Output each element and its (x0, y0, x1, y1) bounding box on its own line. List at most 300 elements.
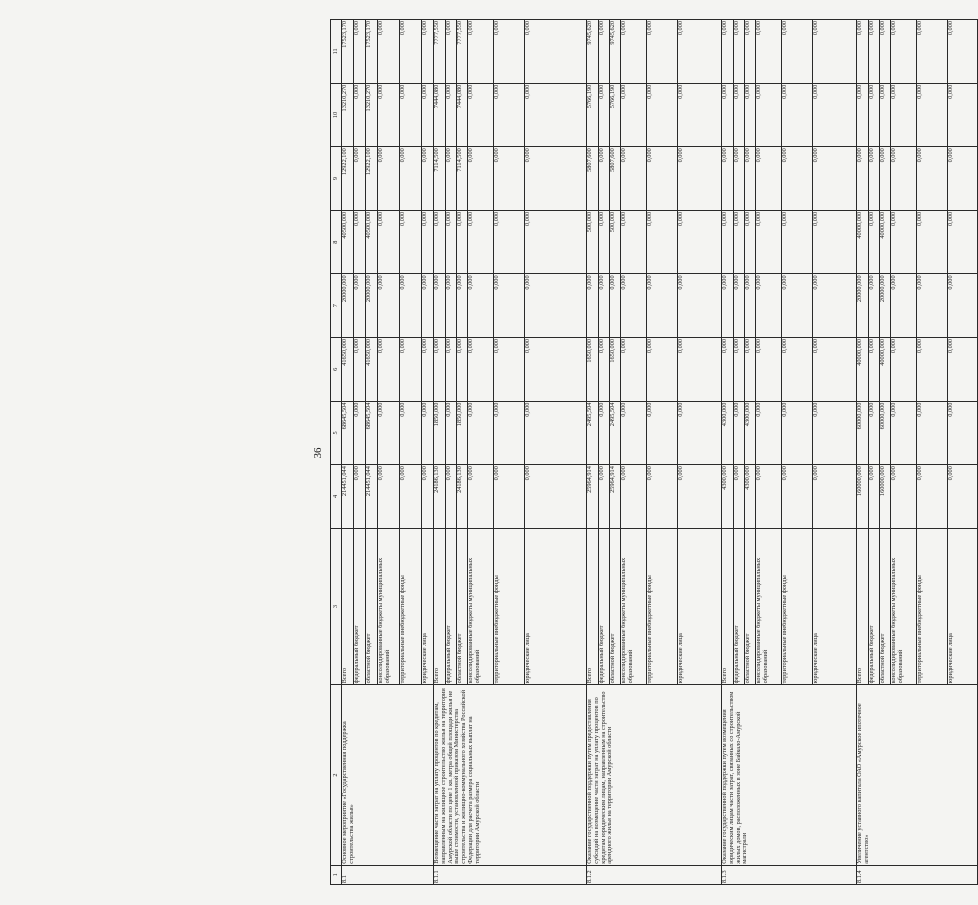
amount-cell: 20000,000 (880, 274, 891, 338)
amount-cell: 0,000 (948, 401, 978, 465)
amount-cell: 0,000 (422, 210, 434, 274)
funding-source: консолидированные бюджеты муниципальных образований (891, 528, 917, 685)
amount-cell: 0,000 (813, 147, 857, 211)
amount-cell: 0,000 (722, 210, 734, 274)
funding-source: Всего (587, 528, 599, 685)
amount-cell: 0,000 (678, 210, 722, 274)
amount-cell: 0,000 (494, 147, 525, 211)
table-row (722, 20, 734, 885)
amount-cell: 0,000 (869, 465, 880, 529)
amount-cell: 214451,044 (342, 465, 354, 529)
amount-cell: 0,000 (722, 274, 734, 338)
funding-source: федеральный бюджет (354, 528, 366, 685)
amount-cell: 0,000 (917, 20, 948, 84)
amount-cell: 0,000 (782, 337, 813, 401)
amount-cell: 4300,000 (745, 401, 756, 465)
amount-cell: 0,000 (745, 20, 756, 84)
amount-cell: 0,000 (917, 465, 948, 529)
amount-cell: 0,000 (948, 83, 978, 147)
funding-source: областной бюджет (745, 528, 756, 685)
amount-cell: 0,000 (869, 147, 880, 211)
amount-cell: 160000,000 (880, 465, 891, 529)
amount-cell: 40000,000 (880, 337, 891, 401)
amount-cell: 160000,000 (857, 465, 869, 529)
amount-cell: 0,000 (587, 274, 599, 338)
amount-cell: 0,000 (494, 274, 525, 338)
funding-source: федеральный бюджет (869, 528, 880, 685)
amount-cell: 0,000 (457, 274, 468, 338)
amount-cell: 0,000 (745, 274, 756, 338)
amount-cell: 0,000 (734, 337, 745, 401)
amount-cell: 0,000 (354, 83, 366, 147)
amount-cell: 0,000 (813, 274, 857, 338)
amount-cell: 24186,130 (457, 465, 468, 529)
amount-cell: 0,000 (756, 83, 782, 147)
amount-cell: 4300,000 (722, 465, 734, 529)
page-number: 36 (312, 447, 324, 459)
amount-cell: 0,000 (525, 210, 587, 274)
column-number: 8 (331, 210, 342, 274)
amount-cell: 0,000 (813, 337, 857, 401)
amount-cell: 0,000 (468, 83, 494, 147)
amount-cell: 0,000 (446, 20, 457, 84)
amount-cell: 0,000 (813, 83, 857, 147)
amount-cell: 0,000 (948, 210, 978, 274)
amount-cell: 0,000 (891, 401, 917, 465)
amount-cell: 0,000 (378, 337, 400, 401)
amount-cell: 0,000 (468, 210, 494, 274)
amount-cell: 60000,000 (880, 401, 891, 465)
amount-cell: 0,000 (869, 83, 880, 147)
amount-cell: 0,000 (734, 465, 745, 529)
amount-cell: 1850,000 (457, 401, 468, 465)
amount-cell: 17523,170 (366, 20, 378, 84)
amount-cell: 0,000 (434, 210, 446, 274)
amount-cell: 0,000 (782, 20, 813, 84)
measure-code: 8.1.3 (722, 865, 857, 884)
amount-cell: 1850,000 (434, 401, 446, 465)
amount-cell: 0,000 (948, 20, 978, 84)
amount-cell: 500,000 (610, 210, 621, 274)
amount-cell: 0,000 (422, 20, 434, 84)
amount-cell: 0,000 (525, 401, 587, 465)
measure-code: 8.1.2 (587, 865, 722, 884)
amount-cell: 0,000 (917, 401, 948, 465)
table-row (342, 20, 354, 885)
amount-cell: 0,000 (422, 465, 434, 529)
amount-cell: 0,000 (722, 147, 734, 211)
amount-cell: 0,000 (422, 274, 434, 338)
amount-cell: 0,000 (647, 337, 678, 401)
funding-source: Всего (434, 528, 446, 685)
amount-cell: 0,000 (678, 147, 722, 211)
funding-source: юридические лица (525, 528, 587, 685)
funding-source: федеральный бюджет (734, 528, 745, 685)
amount-cell: 0,000 (468, 465, 494, 529)
amount-cell: 0,000 (917, 274, 948, 338)
amount-cell: 0,000 (678, 20, 722, 84)
amount-cell: 0,000 (948, 337, 978, 401)
amount-cell: 0,000 (734, 83, 745, 147)
amount-cell: 0,000 (400, 83, 422, 147)
column-number: 10 (331, 83, 342, 147)
funding-source: федеральный бюджет (446, 528, 457, 685)
funding-source: территориальные внебюджетные фонды (494, 528, 525, 685)
amount-cell: 0,000 (621, 401, 647, 465)
measure-title: Оказание государственной поддержки путем возмещения юридическим лицам части затрат, связанных со строительством жилых домов, расположенных в зоне Байкало-Амурской магистрали (722, 685, 857, 865)
amount-cell: 0,000 (378, 274, 400, 338)
amount-cell: 60000,000 (857, 401, 869, 465)
amount-cell: 0,000 (745, 83, 756, 147)
amount-cell: 0,000 (647, 465, 678, 529)
amount-cell: 0,000 (891, 337, 917, 401)
amount-cell: 0,000 (857, 147, 869, 211)
amount-cell: 0,000 (494, 465, 525, 529)
amount-cell: 0,000 (869, 337, 880, 401)
amount-cell: 0,000 (621, 274, 647, 338)
amount-cell: 0,000 (468, 20, 494, 84)
amount-cell: 0,000 (468, 274, 494, 338)
amount-cell: 2495,504 (587, 401, 599, 465)
column-number: 3 (331, 528, 342, 685)
amount-cell: 0,000 (891, 274, 917, 338)
funding-source: областной бюджет (457, 528, 468, 685)
amount-cell: 0,000 (917, 147, 948, 211)
funding-source: юридические лица (813, 528, 857, 685)
amount-cell: 0,000 (891, 20, 917, 84)
amount-cell: 40500,000 (366, 210, 378, 274)
amount-cell: 40500,000 (342, 210, 354, 274)
amount-cell: 0,000 (621, 20, 647, 84)
amount-cell: 0,000 (756, 337, 782, 401)
amount-cell: 0,000 (621, 337, 647, 401)
amount-cell: 0,000 (354, 147, 366, 211)
amount-cell: 0,000 (599, 401, 610, 465)
amount-cell: 68645,504 (366, 401, 378, 465)
amount-cell: 0,000 (494, 337, 525, 401)
amount-cell: 0,000 (647, 401, 678, 465)
amount-cell: 0,000 (948, 465, 978, 529)
amount-cell: 0,000 (446, 337, 457, 401)
amount-cell: 0,000 (446, 147, 457, 211)
amount-cell: 0,000 (446, 210, 457, 274)
measure-title: Оказание государственной поддержки путем предоставления субсидий на возмещение части затрат на уплату процентов по кредитам юридическим лицам, направленным на строительство арендного жилья на территории Амурской области (587, 685, 722, 865)
amount-cell: 20000,000 (342, 274, 354, 338)
amount-cell: 0,000 (400, 147, 422, 211)
column-number: 6 (331, 337, 342, 401)
amount-cell: 0,000 (880, 83, 891, 147)
amount-cell: 0,000 (782, 465, 813, 529)
amount-cell: 0,000 (869, 401, 880, 465)
amount-cell: 0,000 (400, 20, 422, 84)
funding-source: территориальные внебюджетные фонды (400, 528, 422, 685)
measure-code: 8.1.1 (434, 865, 587, 884)
amount-cell: 0,000 (446, 401, 457, 465)
amount-cell: 0,000 (494, 210, 525, 274)
amount-cell: 0,000 (869, 210, 880, 274)
amount-cell: 0,000 (948, 274, 978, 338)
amount-cell: 0,000 (378, 147, 400, 211)
amount-cell: 7444,080 (457, 83, 468, 147)
amount-cell: 0,000 (621, 210, 647, 274)
amount-cell: 13210,270 (342, 83, 354, 147)
amount-cell: 12922,100 (342, 147, 354, 211)
amount-cell: 20000,000 (857, 274, 869, 338)
amount-cell: 0,000 (891, 465, 917, 529)
amount-cell: 40000,000 (880, 210, 891, 274)
amount-cell: 9745,620 (587, 20, 599, 84)
amount-cell: 4300,000 (745, 465, 756, 529)
amount-cell: 0,000 (813, 465, 857, 529)
amount-cell: 0,000 (468, 337, 494, 401)
amount-cell: 25964,914 (610, 465, 621, 529)
amount-cell: 0,000 (782, 147, 813, 211)
amount-cell: 2495,504 (610, 401, 621, 465)
amount-cell: 0,000 (891, 147, 917, 211)
amount-cell: 0,000 (782, 274, 813, 338)
amount-cell: 7444,080 (434, 83, 446, 147)
amount-cell: 0,000 (378, 401, 400, 465)
amount-cell: 0,000 (745, 210, 756, 274)
amount-cell: 0,000 (621, 147, 647, 211)
amount-cell: 5766,190 (587, 83, 599, 147)
funding-source: консолидированные бюджеты муниципальных образований (378, 528, 400, 685)
funding-source: консолидированные бюджеты муниципальных образований (468, 528, 494, 685)
amount-cell: 0,000 (525, 20, 587, 84)
amount-cell: 0,000 (678, 83, 722, 147)
amount-cell: 5766,190 (610, 83, 621, 147)
amount-cell: 4300,000 (722, 401, 734, 465)
amount-cell: 0,000 (468, 401, 494, 465)
amount-cell: 5807,600 (610, 147, 621, 211)
funding-source: областной бюджет (366, 528, 378, 685)
column-number-row (331, 20, 342, 885)
amount-cell: 0,000 (678, 401, 722, 465)
amount-cell: 17523,170 (342, 20, 354, 84)
amount-cell: 0,000 (891, 210, 917, 274)
amount-cell: 0,000 (610, 274, 621, 338)
amount-cell: 0,000 (525, 274, 587, 338)
amount-cell: 40000,000 (857, 337, 869, 401)
amount-cell: 0,000 (354, 274, 366, 338)
amount-cell: 0,000 (422, 401, 434, 465)
amount-cell: 5807,600 (587, 147, 599, 211)
amount-cell: 0,000 (422, 337, 434, 401)
amount-cell: 0,000 (917, 337, 948, 401)
amount-cell: 0,000 (857, 83, 869, 147)
measure-title: Увеличение уставного капитала ОАО «Амурское ипотечное агентство» (857, 685, 978, 865)
amount-cell: 0,000 (857, 20, 869, 84)
amount-cell: 0,000 (422, 83, 434, 147)
amount-cell: 0,000 (756, 465, 782, 529)
amount-cell: 0,000 (434, 337, 446, 401)
amount-cell: 0,000 (446, 465, 457, 529)
table-row (587, 20, 599, 885)
amount-cell: 0,000 (869, 20, 880, 84)
amount-cell: 0,000 (354, 20, 366, 84)
amount-cell: 0,000 (678, 274, 722, 338)
amount-cell: 0,000 (678, 337, 722, 401)
amount-cell: 13210,270 (366, 83, 378, 147)
measure-title: Возмещение части затрат на уплату процентов по кредитам, направленным на жилищное строительство жилья на территории Амурской области по цене 1 кв. метра общей площади жилья не выше стоимости, установленной приказом Министерства строительства и жилищно-коммунального хозяйства Российской Федерации для расчета размера социальных выплат на территории Амурской области (434, 685, 587, 865)
amount-cell: 0,000 (494, 83, 525, 147)
amount-cell: 0,000 (354, 210, 366, 274)
amount-cell: 0,000 (378, 210, 400, 274)
amount-cell: 0,000 (813, 210, 857, 274)
amount-cell: 12922,100 (366, 147, 378, 211)
amount-cell: 0,000 (880, 20, 891, 84)
amount-cell: 0,000 (446, 274, 457, 338)
amount-cell: 214451,044 (366, 465, 378, 529)
amount-cell: 40000,000 (857, 210, 869, 274)
amount-cell: 0,000 (457, 337, 468, 401)
amount-cell: 0,000 (917, 210, 948, 274)
budget-table-body (342, 20, 978, 885)
column-number: 9 (331, 147, 342, 211)
amount-cell: 0,000 (378, 20, 400, 84)
amount-cell: 0,000 (422, 147, 434, 211)
measure-code: 8.1.4 (857, 865, 978, 884)
amount-cell: 0,000 (378, 465, 400, 529)
table-row (434, 20, 446, 885)
amount-cell: 0,000 (891, 83, 917, 147)
amount-cell: 0,000 (446, 83, 457, 147)
amount-cell: 0,000 (647, 210, 678, 274)
amount-cell: 0,000 (354, 337, 366, 401)
amount-cell: 0,000 (647, 83, 678, 147)
amount-cell: 0,000 (468, 147, 494, 211)
amount-cell: 0,000 (734, 401, 745, 465)
column-number: 11 (331, 20, 342, 84)
amount-cell: 0,000 (734, 20, 745, 84)
amount-cell: 0,000 (756, 401, 782, 465)
column-number: 5 (331, 401, 342, 465)
amount-cell: 0,000 (400, 210, 422, 274)
amount-cell: 24186,130 (434, 465, 446, 529)
funding-source: территориальные внебюджетные фонды (782, 528, 813, 685)
column-number: 1 (331, 865, 342, 884)
amount-cell: 0,000 (525, 465, 587, 529)
amount-cell: 0,000 (869, 274, 880, 338)
amount-cell: 68645,504 (342, 401, 354, 465)
amount-cell: 0,000 (647, 274, 678, 338)
table-row (857, 20, 869, 885)
amount-cell: 0,000 (599, 274, 610, 338)
amount-cell: 0,000 (354, 401, 366, 465)
funding-source: областной бюджет (610, 528, 621, 685)
amount-cell: 0,000 (494, 20, 525, 84)
funding-source: областной бюджет (880, 528, 891, 685)
funding-source: юридические лица (948, 528, 978, 685)
amount-cell: 0,000 (917, 83, 948, 147)
amount-cell: 0,000 (756, 274, 782, 338)
amount-cell: 0,000 (400, 337, 422, 401)
amount-cell: 0,000 (647, 20, 678, 84)
amount-cell: 0,000 (599, 337, 610, 401)
budget-table (330, 19, 978, 885)
amount-cell: 0,000 (722, 20, 734, 84)
amount-cell: 0,000 (678, 465, 722, 529)
funding-source: Всего (857, 528, 869, 685)
amount-cell: 0,000 (813, 401, 857, 465)
amount-cell: 0,000 (756, 20, 782, 84)
amount-cell: 0,000 (400, 401, 422, 465)
funding-source: консолидированные бюджеты муниципальных образований (756, 528, 782, 685)
amount-cell: 0,000 (434, 274, 446, 338)
amount-cell: 0,000 (621, 83, 647, 147)
amount-cell: 9745,620 (610, 20, 621, 84)
funding-source: Всего (722, 528, 734, 685)
amount-cell: 0,000 (525, 337, 587, 401)
funding-source: юридические лица (678, 528, 722, 685)
amount-cell: 0,000 (599, 465, 610, 529)
amount-cell: 0,000 (782, 401, 813, 465)
column-number: 2 (331, 685, 342, 865)
amount-cell: 0,000 (400, 465, 422, 529)
amount-cell: 0,000 (457, 210, 468, 274)
amount-cell: 0,000 (745, 337, 756, 401)
amount-cell: 1650,000 (587, 337, 599, 401)
amount-cell: 0,000 (734, 274, 745, 338)
amount-cell: 0,000 (599, 20, 610, 84)
amount-cell: 0,000 (525, 83, 587, 147)
amount-cell: 7114,500 (434, 147, 446, 211)
amount-cell: 25964,914 (587, 465, 599, 529)
amount-cell: 0,000 (647, 147, 678, 211)
amount-cell: 0,000 (621, 465, 647, 529)
amount-cell: 7777,550 (457, 20, 468, 84)
amount-cell: 41650,000 (342, 337, 354, 401)
amount-cell: 0,000 (734, 147, 745, 211)
amount-cell: 0,000 (948, 147, 978, 211)
amount-cell: 7114,500 (457, 147, 468, 211)
amount-cell: 0,000 (745, 147, 756, 211)
amount-cell: 0,000 (722, 83, 734, 147)
amount-cell: 0,000 (782, 83, 813, 147)
amount-cell: 0,000 (525, 147, 587, 211)
funding-source: юридические лица (422, 528, 434, 685)
amount-cell: 0,000 (756, 147, 782, 211)
measure-title: Основное мероприятие «Государственная поддержка строительства жилья» (342, 685, 434, 865)
amount-cell: 20000,000 (366, 274, 378, 338)
amount-cell: 0,000 (494, 401, 525, 465)
funding-source: территориальные внебюджетные фонды (647, 528, 678, 685)
column-number: 4 (331, 465, 342, 529)
amount-cell: 0,000 (599, 147, 610, 211)
column-number: 7 (331, 274, 342, 338)
measure-code: 8.1 (342, 865, 434, 884)
amount-cell: 0,000 (354, 465, 366, 529)
amount-cell: 0,000 (734, 210, 745, 274)
amount-cell: 1650,000 (610, 337, 621, 401)
amount-cell: 500,000 (587, 210, 599, 274)
funding-source: федеральный бюджет (599, 528, 610, 685)
amount-cell: 0,000 (782, 210, 813, 274)
amount-cell: 0,000 (400, 274, 422, 338)
amount-cell: 0,000 (378, 83, 400, 147)
amount-cell: 0,000 (722, 337, 734, 401)
amount-cell: 41650,000 (366, 337, 378, 401)
funding-source: консолидированные бюджеты муниципальных образований (621, 528, 647, 685)
funding-source: Всего (342, 528, 354, 685)
funding-source: территориальные внебюджетные фонды (917, 528, 948, 685)
amount-cell: 0,000 (756, 210, 782, 274)
amount-cell: 0,000 (599, 83, 610, 147)
amount-cell: 0,000 (813, 20, 857, 84)
amount-cell: 0,000 (599, 210, 610, 274)
amount-cell: 0,000 (880, 147, 891, 211)
amount-cell: 7777,550 (434, 20, 446, 84)
